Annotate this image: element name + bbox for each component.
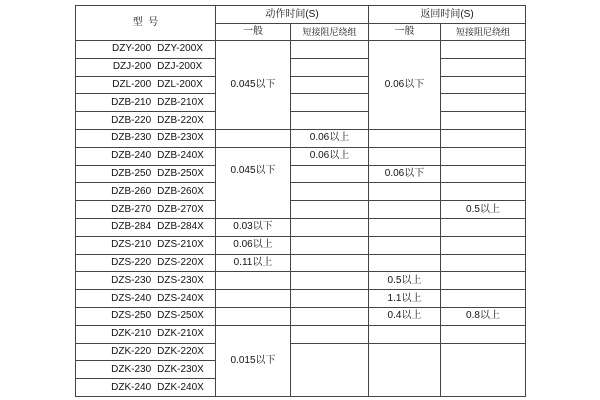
model-name: DZB-270 bbox=[111, 203, 152, 215]
act-damp-r5 bbox=[291, 112, 369, 130]
ret-gen-r12 bbox=[369, 237, 441, 255]
act-gen-merged-r1-5: 0.045以下 bbox=[216, 41, 291, 130]
ret-gen-r11 bbox=[369, 219, 441, 237]
model-name-x: DZL-200X bbox=[157, 78, 203, 90]
model-name: DZS-210 bbox=[111, 239, 152, 251]
model-name: DZB-230 bbox=[111, 132, 152, 144]
ret-gen-r9 bbox=[369, 183, 441, 201]
act-gen-merged-r17-20: 0.015以下 bbox=[216, 326, 291, 397]
model-name: DZS-250 bbox=[111, 310, 152, 322]
model-name-x: DZB-230X bbox=[157, 132, 204, 144]
act-damp-r2 bbox=[291, 59, 369, 77]
model-name: DZL-200 bbox=[112, 78, 152, 90]
act-damp-r11 bbox=[291, 219, 369, 237]
model-cell bbox=[76, 77, 216, 95]
act-gen-r16 bbox=[216, 308, 291, 326]
act-damp-merged-r18-20 bbox=[291, 344, 369, 397]
model-name: DZB-250 bbox=[111, 167, 152, 179]
act-damp-r7: 0.06以上 bbox=[291, 148, 369, 166]
ret-gen-r14: 0.5以上 bbox=[369, 272, 441, 290]
ret-damp-r6 bbox=[441, 130, 526, 148]
model-cell bbox=[76, 166, 216, 184]
ret-damp-r5 bbox=[441, 112, 526, 130]
model-cell bbox=[76, 272, 216, 290]
ret-damp-r15 bbox=[441, 290, 526, 308]
model-name-x: DZJ-200X bbox=[157, 61, 203, 73]
action-damped-winding-header: 短接阻尼绕组 bbox=[291, 24, 369, 41]
model-name-x: DZB-210X bbox=[157, 96, 204, 108]
model-cell bbox=[76, 326, 216, 344]
ret-damp-r3 bbox=[441, 77, 526, 95]
act-damp-r4 bbox=[291, 94, 369, 112]
ret-gen-merged-r1-5: 0.06以下 bbox=[369, 41, 441, 130]
act-gen-r15 bbox=[216, 290, 291, 308]
ret-gen-r6 bbox=[369, 130, 441, 148]
model-name: DZK-230 bbox=[111, 363, 152, 375]
model-cell bbox=[76, 255, 216, 273]
ret-damp-r7 bbox=[441, 148, 526, 166]
ret-damp-r16: 0.8以上 bbox=[441, 308, 526, 326]
ret-gen-r15: 1.1以上 bbox=[369, 290, 441, 308]
model-cell bbox=[76, 94, 216, 112]
model-name-x: DZY-200X bbox=[157, 43, 203, 55]
model-name-x: DZK-210X bbox=[157, 328, 204, 340]
return-damped-winding-header: 短接阻尼绕组 bbox=[441, 24, 526, 41]
model-name-x: DZB-270X bbox=[157, 203, 204, 215]
ret-gen-r8: 0.06以下 bbox=[369, 166, 441, 184]
act-damp-r15 bbox=[291, 290, 369, 308]
act-damp-r3 bbox=[291, 77, 369, 95]
ret-damp-r4 bbox=[441, 94, 526, 112]
model-name-x: DZB-220X bbox=[157, 114, 204, 126]
ret-damp-r14 bbox=[441, 272, 526, 290]
act-gen-r6 bbox=[216, 130, 291, 148]
model-name-x: DZS-210X bbox=[157, 239, 204, 251]
spec-table bbox=[75, 5, 526, 397]
ret-damp-r9 bbox=[441, 183, 526, 201]
act-damp-r14 bbox=[291, 272, 369, 290]
model-name: DZB-210 bbox=[111, 96, 152, 108]
ret-damp-r11 bbox=[441, 219, 526, 237]
model-cell bbox=[76, 361, 216, 379]
act-gen-r14 bbox=[216, 272, 291, 290]
return-general-header: 一般 bbox=[369, 24, 441, 41]
act-gen-merged-r7-10: 0.045以下 bbox=[216, 148, 291, 219]
model-name: DZJ-200 bbox=[112, 61, 152, 73]
model-name-x: DZS-240X bbox=[157, 292, 204, 304]
act-gen-r13: 0.11以上 bbox=[216, 255, 291, 273]
model-cell bbox=[76, 112, 216, 130]
model-cell bbox=[76, 290, 216, 308]
act-damp-r13 bbox=[291, 255, 369, 273]
ret-gen-r7 bbox=[369, 148, 441, 166]
model-cell bbox=[76, 59, 216, 77]
model-name-x: DZB-284X bbox=[157, 221, 204, 233]
ret-damp-r13 bbox=[441, 255, 526, 273]
action-time-header: 动作时间(S) bbox=[216, 6, 369, 24]
act-damp-r8 bbox=[291, 166, 369, 184]
model-name-x: DZB-260X bbox=[157, 185, 204, 197]
act-damp-r1 bbox=[291, 41, 369, 59]
ret-gen-r17 bbox=[369, 326, 441, 344]
model-name-x: DZS-230X bbox=[157, 274, 204, 286]
ret-damp-merged-r18-20 bbox=[441, 344, 526, 397]
model-name-x: DZK-220X bbox=[157, 345, 204, 357]
model-cell bbox=[76, 183, 216, 201]
model-cell bbox=[76, 41, 216, 59]
model-cell bbox=[76, 308, 216, 326]
model-cell bbox=[76, 237, 216, 255]
act-gen-r12: 0.06以上 bbox=[216, 237, 291, 255]
model-column-header: 型 号 bbox=[76, 6, 216, 41]
model-name-x: DZS-220X bbox=[157, 256, 204, 268]
model-cell bbox=[76, 219, 216, 237]
ret-damp-r8 bbox=[441, 166, 526, 184]
model-name: DZK-210 bbox=[111, 328, 152, 340]
return-time-header: 返回时间(S) bbox=[369, 6, 526, 24]
model-name: DZY-200 bbox=[112, 43, 152, 55]
ret-damp-r1 bbox=[441, 41, 526, 59]
act-damp-r6: 0.06以上 bbox=[291, 130, 369, 148]
act-damp-r17 bbox=[291, 326, 369, 344]
model-cell bbox=[76, 344, 216, 362]
model-cell bbox=[76, 201, 216, 219]
model-name: DZS-240 bbox=[111, 292, 152, 304]
ret-gen-r16: 0.4以上 bbox=[369, 308, 441, 326]
model-name: DZK-220 bbox=[111, 345, 152, 357]
act-damp-r9 bbox=[291, 183, 369, 201]
model-name: DZS-230 bbox=[111, 274, 152, 286]
act-gen-r11: 0.03以下 bbox=[216, 219, 291, 237]
model-name-x: DZS-250X bbox=[157, 310, 204, 322]
act-damp-r10 bbox=[291, 201, 369, 219]
model-name: DZB-240 bbox=[111, 150, 152, 162]
act-damp-r12 bbox=[291, 237, 369, 255]
model-name: DZS-220 bbox=[111, 256, 152, 268]
model-name: DZB-260 bbox=[111, 185, 152, 197]
model-cell bbox=[76, 148, 216, 166]
model-name-x: DZK-230X bbox=[157, 363, 204, 375]
ret-damp-r12 bbox=[441, 237, 526, 255]
act-damp-r16 bbox=[291, 308, 369, 326]
model-name-x: DZB-240X bbox=[157, 150, 204, 162]
action-general-header: 一般 bbox=[216, 24, 291, 41]
ret-damp-r10: 0.5以上 bbox=[441, 201, 526, 219]
ret-gen-r10 bbox=[369, 201, 441, 219]
model-cell bbox=[76, 379, 216, 397]
ret-gen-r13 bbox=[369, 255, 441, 273]
model-name-x: DZB-250X bbox=[157, 167, 204, 179]
ret-gen-merged-r18-20 bbox=[369, 344, 441, 397]
model-name: DZB-220 bbox=[111, 114, 152, 126]
model-name: DZB-284 bbox=[111, 221, 152, 233]
model-cell bbox=[76, 130, 216, 148]
ret-damp-r2 bbox=[441, 59, 526, 77]
model-name-x: DZK-240X bbox=[157, 381, 204, 393]
ret-damp-r17 bbox=[441, 326, 526, 344]
model-name: DZK-240 bbox=[111, 381, 152, 393]
